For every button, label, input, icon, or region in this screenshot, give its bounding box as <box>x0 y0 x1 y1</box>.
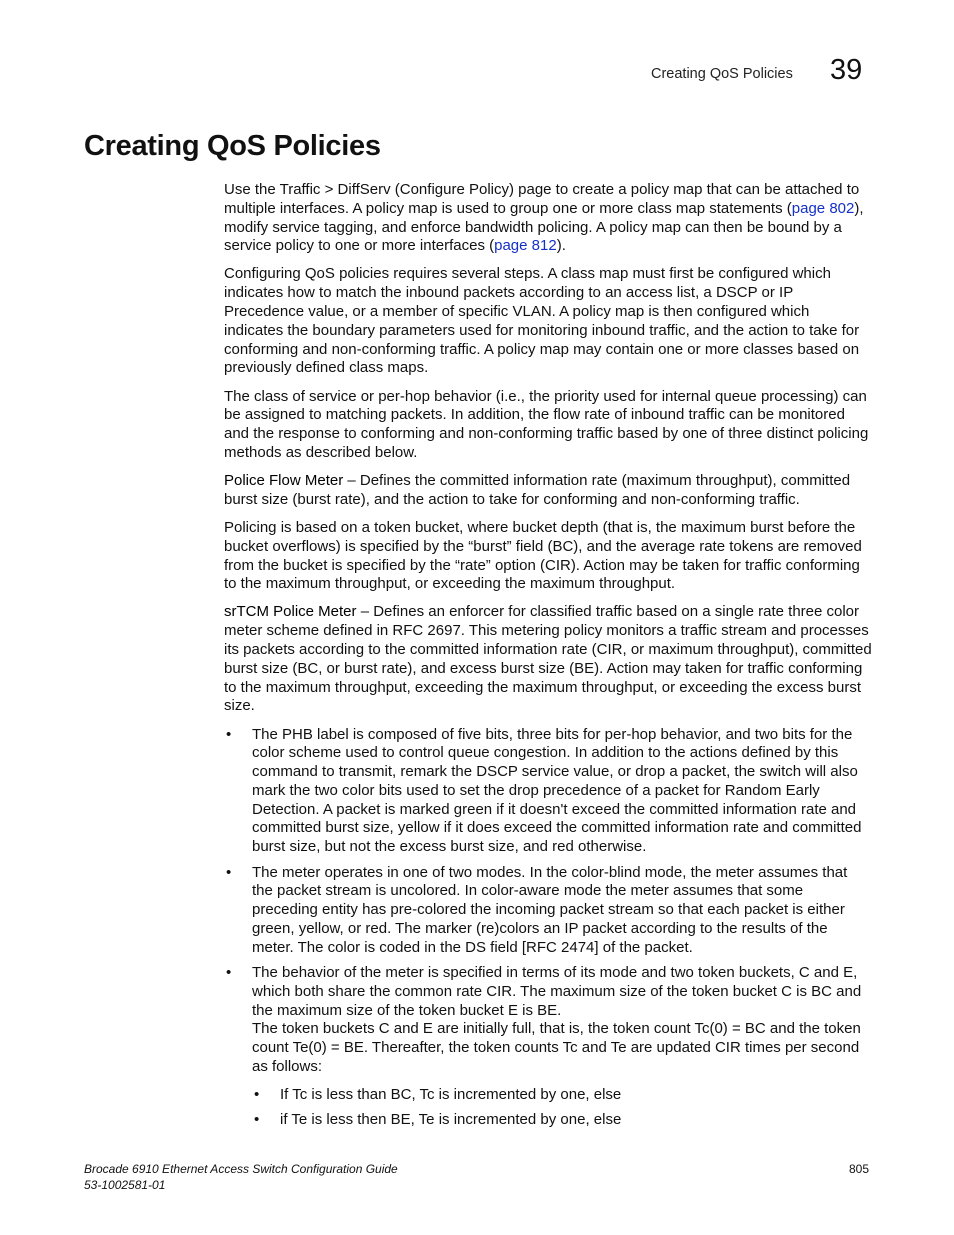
intro-paragraph-3: The class of service or per-hop behavior (i.e., the priority used for internal queue processing) can be assigned to matching packets. In addition, the flow rate of inbound traffic can be monitored and the response to conforming and non-conforming traffic based by one of three distinct policing methods as described below. <box>224 387 869 461</box>
footer-document-info <box>84 1162 398 1193</box>
srtcm-paragraph <box>224 603 872 716</box>
intro-text-c: ). <box>556 237 566 255</box>
list-item-text: The PHB label is composed of five bits, three bits for per-hop behavior, and two bits for the color scheme used to control queue congestion. In addition to the actions defined by this command to transmit, remark the DSCP service value, or drop a packet, the switch will also mark the two color bits used to set the drop precedence of a packet for Random Early Detection. A packet is marked green if it doesn't exceed the committed information rate and committed burst size, yellow if it does exceed the committed information rate and committed burst size, but not the excess burst size, and red otherwise. <box>252 725 862 856</box>
page-812-link[interactable]: page 812 <box>494 237 557 255</box>
srtcm-description: – Defines an enforcer for classified traffic based on a single rate three color meter scheme defined in RFC 2697. This metering policy monitors a traffic stream and processes its packets according to the committed information rate (CIR, or maximum throughput), committed burst size (BC, or burst rate), and excess burst size (BE). Action may taken for traffic conforming to the maximum throughput, exceeding the maximum throughput, or exceeding the excess burst size. <box>224 603 872 715</box>
bullet-icon: • <box>254 1086 260 1104</box>
list-item-text: The meter operates in one of two modes. In the color-blind mode, the meter assumes that the packet stream is uncolored. In color-aware mode the meter assumes that some preceding entity has pre-colored the incoming packet stream so that each packet is either green, yellow, or red. The marker (re)colors an IP packet according to the results of the meter. The color is coded in the DS field [RFC 2474] of the packet. <box>252 863 848 956</box>
sub-list-item <box>252 1111 872 1130</box>
bullet-icon: • <box>226 725 232 743</box>
page-802-link[interactable]: page 802 <box>791 199 855 217</box>
list-item <box>224 964 872 1130</box>
footer-page-number: 805 <box>849 1162 870 1176</box>
policing-token-bucket-paragraph: Policing is based on a token bucket, where bucket depth (that is, the maximum burst before the bucket overflows) is specified by the “burst” field (BC), and the average rate tokens are removed from the bucket is specified by the “rate” option (CIR). Action may be taken for traffic conforming to the maximum throughput, or exceeding the maximum throughput. <box>224 518 862 593</box>
footer-doc-title: Brocade 6910 Ethernet Access Switch Configuration Guide <box>84 1162 398 1176</box>
body-content <box>224 181 872 1137</box>
bullet-icon: • <box>226 863 232 881</box>
intro-paragraph-2: Configuring QoS policies requires several steps. A class map must first be configured which indicates how to match the inbound packets according to an access list, a DSCP or IP Precedence value, or a member of specific VLAN. A policy map is then configured which indicates the boundary parameters used for monitoring inbound traffic, and the action to take for conforming and non-conforming traffic. A policy map may contain one or more classes based on previously defined class maps. <box>224 265 860 377</box>
bullet-icon: • <box>226 964 232 982</box>
token-update-sub-list <box>252 1086 872 1130</box>
police-flow-meter-term: Police Flow Meter <box>224 472 344 490</box>
srtcm-bullet-list <box>224 726 872 1131</box>
list-item-text: The behavior of the meter is specified in terms of its mode and two token buckets, C and E, which both share the common rate CIR. The maximum size of the token bucket C is BC and the maximum size of the token bucket E is BE. <box>252 964 862 1019</box>
intro-paragraph-1 <box>224 181 872 256</box>
list-item <box>224 864 872 958</box>
sub-list-item <box>252 1086 872 1105</box>
intro-text-a: Use the Traffic > DiffServ (Configure Policy) page to create a policy map that can be attached to multiple interfaces. A policy map is used to group one or more class map statements ( <box>224 181 860 217</box>
srtcm-term: srTCM Police Meter <box>224 603 357 621</box>
chapter-number: 39 <box>830 54 863 86</box>
page-heading: Creating QoS Policies <box>84 130 381 162</box>
police-flow-meter-paragraph <box>224 472 872 510</box>
sub-list-item-text: if Te is less then BE, Te is incremented by one, else <box>280 1111 622 1129</box>
bullet-icon: • <box>254 1111 260 1129</box>
list-item <box>224 726 872 858</box>
token-bucket-paragraph: The token buckets C and E are initially full, that is, the token count Tc(0) = BC and the token count Te(0) = BE. Thereafter, the token counts Tc and Te are updated CIR times per second as follows: <box>252 1020 861 1076</box>
sub-list-item-text: If Tc is less than BC, Tc is incremented by one, else <box>280 1086 622 1104</box>
police-flow-meter-description: – Defines the committed information rate (maximum throughput), committed burst size (burst rate), and the action to take for conforming and non-conforming traffic. <box>224 472 851 508</box>
running-header-title: Creating QoS Policies <box>651 66 793 82</box>
footer-doc-number: 53-1002581-01 <box>84 1177 166 1192</box>
intro-text-b: ), modify service tagging, and enforce bandwidth policing. A policy map can then be bound by a service policy to one or more interfaces ( <box>224 199 864 255</box>
